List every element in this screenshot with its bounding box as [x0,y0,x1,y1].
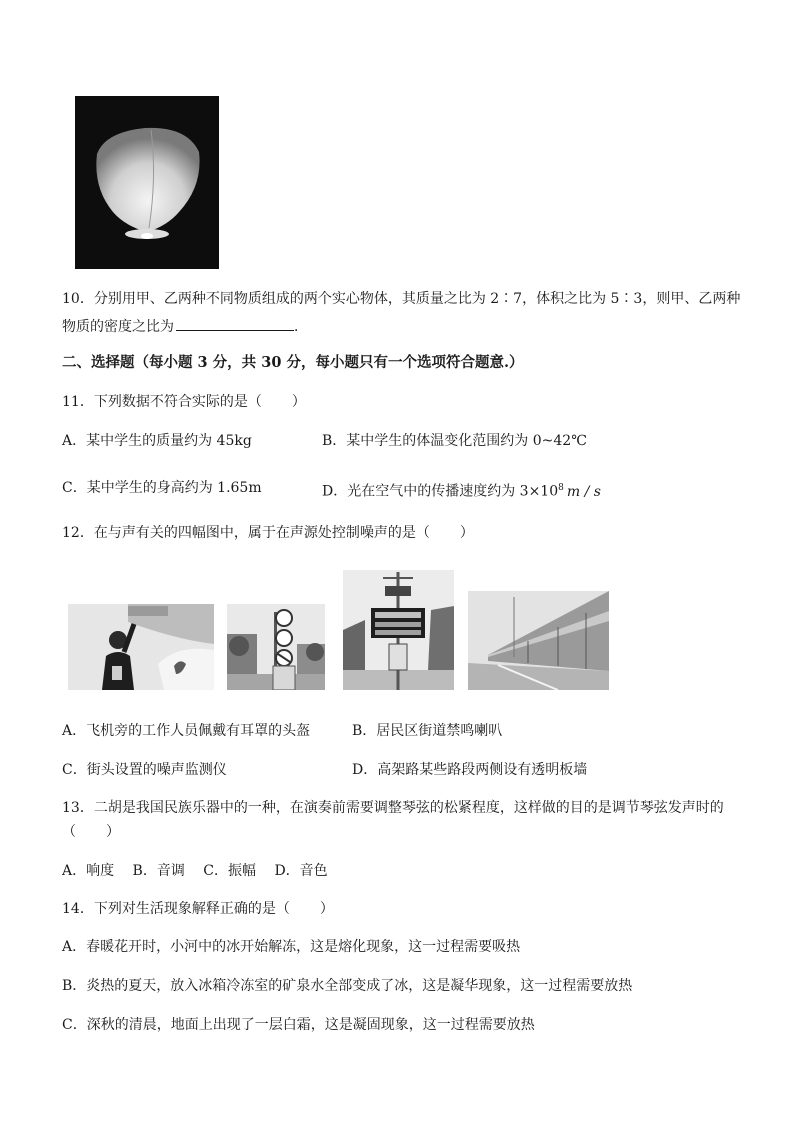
q14-stem-text: 14．下列对生活现象解释正确的是（ [62,901,290,917]
q13-line-2 [62,823,120,841]
q12-option-c[interactable]: C．街头设置的噪声监测仪 [62,762,227,778]
q12-stem [62,524,474,542]
q10-line-2-end: ． [294,319,308,335]
airplane-worker-photo [68,604,214,690]
noise-monitor-photo [343,570,454,690]
q14-option-c[interactable]: C．深秋的清晨，地面上出现了一层白霜，这是凝固现象，这一过程需要放热 [62,1017,535,1033]
q10-line-2 [62,316,308,336]
no-horn-sign-photo [227,604,325,690]
q12-option-a[interactable]: A．飞机旁的工作人员佩戴有耳罩的头盔 [62,723,311,739]
answer-blank[interactable] [176,316,294,331]
q10-line-2-text: 物质的密度之比为 [62,319,174,335]
q12-stem-text: 12．在与声有关的四幅图中，属于在声源处控制噪声的是（ [62,525,430,541]
q13-line-2-close: ） [106,824,120,840]
q11-option-d-unit: m / s [566,483,601,500]
q13-options[interactable]: A．响度 B．音调 C．振幅 D．音色 [62,863,328,879]
q11-option-d-text: D．光在空气中的传播速度约为 3×10 [322,483,559,500]
q13-line-2-open: （ [62,824,76,840]
q11-stem-text: 11．下列数据不符合实际的是（ [62,394,262,410]
sound-barrier-photo [468,591,609,690]
sky-lantern-photo [75,96,219,269]
q11-option-d[interactable] [322,479,601,501]
q11-stem [62,393,306,411]
q11-option-b[interactable]: B．某中学生的体温变化范围约为 0~42℃ [322,433,587,449]
q14-stem [62,900,334,918]
q12-option-b[interactable]: B．居民区街道禁鸣喇叭 [352,723,503,739]
q12-option-d[interactable]: D．高架路某些路段两侧设有透明板墙 [352,762,588,778]
q11-option-c[interactable]: C．某中学生的身高约为 1.65m [62,480,262,496]
q11-option-a[interactable]: A．某中学生的质量约为 45kg [62,433,252,449]
q13-line-1: 13．二胡是我国民族乐器中的一种，在演奏前需要调整琴弦的松紧程度，这样做的目的是调节琴弦发声时的 [62,800,724,816]
sky-lantern-illustration [75,96,219,269]
q11-stem-close: ） [291,394,306,410]
q14-option-b[interactable]: B．炎热的夏天，放入冰箱冷冻室的矿泉水全部变成了冰，这是凝华现象，这一过程需要放热 [62,978,633,994]
q12-stem-close: ） [459,525,474,541]
q11-option-d-exponent: 8 [558,483,564,493]
q10-line-1: 10．分别用甲、乙两种不同物质组成的两个实心物体，其质量之比为 2∶7，体积之比为 5∶3，则甲、乙两种 [62,291,741,307]
q14-option-a[interactable]: A．春暖花开时，小河中的冰开始解冻，这是熔化现象，这一过程需要吸热 [62,939,521,955]
section-2-heading: 二、选择题（每小题 3 分，共 30 分，每小题只有一个选项符合题意.） [62,354,524,371]
q14-stem-close: ） [319,901,334,917]
